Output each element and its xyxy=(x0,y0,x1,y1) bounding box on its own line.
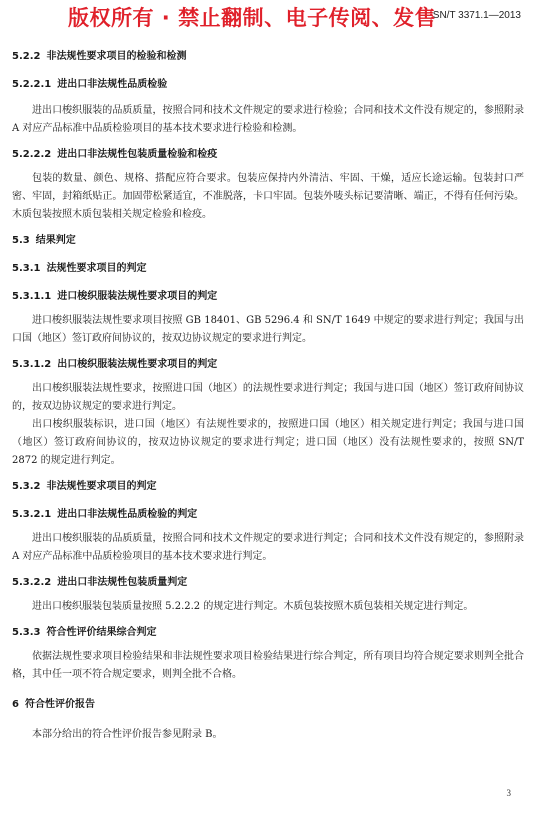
section-title: 法规性要求项目的判定 xyxy=(46,263,147,274)
paragraph: 进出口梭织服装包装质量按照 5.2.2.2 的规定进行判定。木质包装按照木质包装相关规定进行判定。 xyxy=(32,601,474,612)
section-heading xyxy=(12,262,524,276)
section-heading xyxy=(12,148,524,162)
section-number: 5.3.3 xyxy=(12,627,41,638)
section-heading xyxy=(12,698,524,712)
paragraph: 出口梭织服装标识，进口国（地区）有法规性要求的，按照进口国（地区）相关规定进行判定；我国与进口国（地区）签订政府间协议的，按双边协议规定的要求进行判定；进口国（地区）没有法规性要求的，按照 SN/T 2872 的规定进行判定。 xyxy=(12,419,524,466)
section-number: 5.3.1.2 xyxy=(12,359,52,370)
section-heading xyxy=(12,358,524,372)
section-number: 5.3 xyxy=(12,235,30,246)
section-number: 5.2.2.1 xyxy=(12,79,52,90)
section-number: 5.3.2.2 xyxy=(12,577,52,588)
section-heading xyxy=(12,50,524,64)
section-heading xyxy=(12,480,524,494)
section-title: 非法规性要求项目的检验和检测 xyxy=(46,51,187,62)
section-title: 进口梭织服装法规性要求项目的判定 xyxy=(57,291,218,302)
section-heading xyxy=(12,290,524,304)
section-heading xyxy=(12,626,524,640)
standard-number: SN/T 3371.1—2013 xyxy=(432,10,521,21)
section-heading xyxy=(12,508,524,522)
document-body xyxy=(12,42,524,744)
section-title: 进出口非法规性品质检验的判定 xyxy=(57,509,198,520)
section-title: 出口梭织服装法规性要求项目的判定 xyxy=(57,359,218,370)
section-title: 符合性评价结果综合判定 xyxy=(46,627,157,638)
paragraph: 出口梭织服装法规性要求，按照进口国（地区）的法规性要求进行判定；我国与进口国（地区）签订政府间协议的，按双边协议规定的要求进行判定。 xyxy=(12,383,524,412)
paragraph: 进口梭织服装法规性要求项目按照 GB 18401、GB 5296.4 和 SN/T 1649 中规定的要求进行判定；我国与出口国（地区）签订政府间协议的，按双边协议规定的要求进行判定。 xyxy=(12,315,524,344)
paragraph: 依据法规性要求项目检验结果和非法规性要求项目检验结果进行综合判定，所有项目均符合规定要求则判全批合格，其中任一项不符合规定要求，则判全批不合格。 xyxy=(12,651,524,680)
section-number: 5.2.2.2 xyxy=(12,149,52,160)
section-number: 6 xyxy=(12,699,19,710)
section-heading xyxy=(12,576,524,590)
paragraph: 进出口梭织服装的品质质量，按照合同和技术文件规定的要求进行检验；合同和技术文件没有规定的，参照附录 A 对应产品标准中品质检验项目的基本技术要求进行检验和检测。 xyxy=(12,105,524,134)
paragraph: 本部分给出的符合性评价报告参见附录 B。 xyxy=(32,729,223,740)
section-heading xyxy=(12,234,524,248)
section-heading xyxy=(12,78,524,92)
section-title: 结果判定 xyxy=(35,235,76,246)
section-title: 进出口非法规性包装质量检验和检疫 xyxy=(57,149,218,160)
section-number: 5.3.1.1 xyxy=(12,291,52,302)
section-number: 5.2.2 xyxy=(12,51,41,62)
section-number: 5.3.1 xyxy=(12,263,41,274)
section-title: 非法规性要求项目的判定 xyxy=(46,481,157,492)
section-number: 5.3.2 xyxy=(12,481,41,492)
page-number: 3 xyxy=(506,788,511,798)
paragraph: 包装的数量、颜色、规格、搭配应符合要求。包装应保持内外清洁、牢固、干燥，适应长途运输。包装封口严密、牢固，封箱纸贴正。加固带松紧适宜，不准脱落，卡口牢固。包装外唛头标记要清晰、端正，不得有任何污染。木质包装按照木质包装相关规定检验和检疫。 xyxy=(12,173,524,220)
paragraph: 进出口梭织服装的品质质量，按照合同和技术文件规定的要求进行判定；合同和技术文件没有规定的，参照附录 A 对应产品标准中品质检验项目的基本技术要求进行判定。 xyxy=(12,533,524,562)
section-title: 进出口非法规性包装质量判定 xyxy=(57,577,188,588)
section-number: 5.3.2.1 xyxy=(12,509,52,520)
copyright-watermark: 版权所有 · 禁止翻制、电子传阅、发售 xyxy=(68,6,437,30)
section-title: 进出口非法规性品质检验 xyxy=(57,79,168,90)
section-title: 符合性评价报告 xyxy=(24,699,95,710)
